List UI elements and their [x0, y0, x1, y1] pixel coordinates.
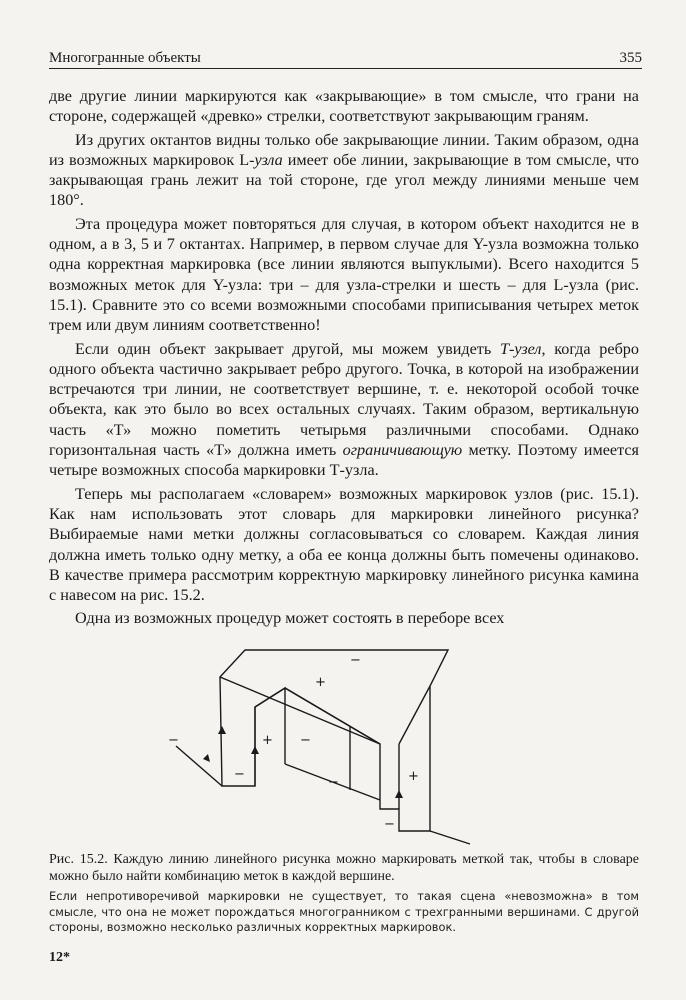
label-plus-right: + [408, 769, 419, 784]
figure-note [49, 889, 639, 936]
fireplace-line-drawing [150, 640, 490, 845]
arrow-ground [203, 754, 210, 762]
paragraph [49, 339, 639, 481]
ground-line [176, 746, 222, 786]
signature-mark: 12* [49, 950, 70, 965]
figure-caption [49, 851, 639, 885]
paragraph [49, 130, 639, 211]
label-minus-top: − [350, 653, 361, 668]
text-run: две другие линии маркируются как «закрывающие» в том смысле, что грани на стороне, содержащей «древко» стрелки, соответствуют закрывающим граням. [49, 87, 639, 126]
label-minus-left: − [234, 767, 245, 782]
body-text [49, 86, 639, 629]
text-run: Если один объект закрывает другой, мы можем увидеть [75, 339, 500, 358]
ground-line-right [430, 831, 470, 844]
label-minus-inner: − [300, 733, 311, 748]
page-number: 355 [619, 50, 642, 66]
section-title: Многогранные объекты [49, 50, 201, 66]
opening-back-top [255, 688, 285, 764]
label-plus-inner: + [262, 733, 273, 748]
label-minus-ground: − [168, 733, 179, 748]
italic-term: ограничивающую [342, 441, 463, 460]
text-run: Теперь мы располагаем «словарем» возможных маркировок узлов (рис. 15.1). Как нам использовать этот словарь для маркировки линейного рисунка? Выбираемые нами метки должны согласовываться со словарем. Каждая линия должна иметь только одну метку, а оба ее конца должны быть помечены одинаково. В качестве примера рассмотрим корректную маркировку линейного рисунка камина с навесом на рис. 15.2. [49, 484, 639, 605]
running-header [49, 42, 642, 69]
arrow-up-right [395, 790, 403, 798]
paragraph [49, 86, 639, 127]
text-run: метку. Поэтому имеется четыре возможных способа маркировки Т-узла. [49, 441, 639, 480]
label-minus-bottom: − [384, 817, 395, 832]
right-top-edge [399, 686, 430, 744]
label-minus-floor: − [328, 775, 339, 790]
paragraph [49, 214, 639, 336]
text-run: Одна из возможных процедур может состоять в переборе всех [75, 609, 505, 628]
caption-text: Рис. 15.2. Каждую линию линейного рисунка можно маркировать меткой так, чтобы в словаре можно было найти комбинацию меток в каждой вершине. [49, 852, 639, 884]
note-text: Если непротиворечивой маркировки не существует, то такая сцена «невозможна» в том смысле, что она не может порождаться многогранником с трехгранными вершинами. С другой стороны, возможно несколько различных корректных маркировок. [49, 889, 639, 935]
text-run: Эта процедура может повторяться для случая, в котором объект находится не в одном, а в 3, 5 и 7 октантах. Например, в первом случае для Y-узла возможна только одна корректная маркировка (все линии являются выпуклыми). Всего находится 5 возможных меток для Y-узла: три – для узла-стрелки и шесть – для L-узла (рис. 15.1). Сравните это со всеми возможными способами приписывания четырех меток трем или двум линиям соответственно! [49, 214, 639, 335]
italic-term: Т-узел [499, 339, 542, 358]
text-run: Из других октантов видны только обе закрывающие линии. Таким образом, одна из возможных маркировок L- [49, 130, 639, 169]
paragraph [49, 484, 639, 606]
paragraph [49, 608, 639, 628]
italic-term: узла [254, 150, 283, 169]
text-run: имеет обе линии, закрывающие в том смысле, что закрывающая грань лежит на той стороне, где угол между линиями меньше чем 180°. [49, 150, 639, 210]
arrow-up-left [218, 726, 226, 734]
outer-outline [220, 650, 448, 831]
text-run: , когда ребро одного объекта частично закрывает ребро другого. Точка, в которой на изображении встречаются три линии, не соответствует вершине, т. е. некоторой особой точке объекта, как это было во всех остальных случаях. Таким образом, вертикальную часть «Т» можно пометить четырьмя различными способами. Однако горизонтальная часть «Т» должна иметь [49, 339, 639, 460]
label-plus-top: + [315, 675, 326, 690]
arrow-up-inner [251, 746, 259, 754]
